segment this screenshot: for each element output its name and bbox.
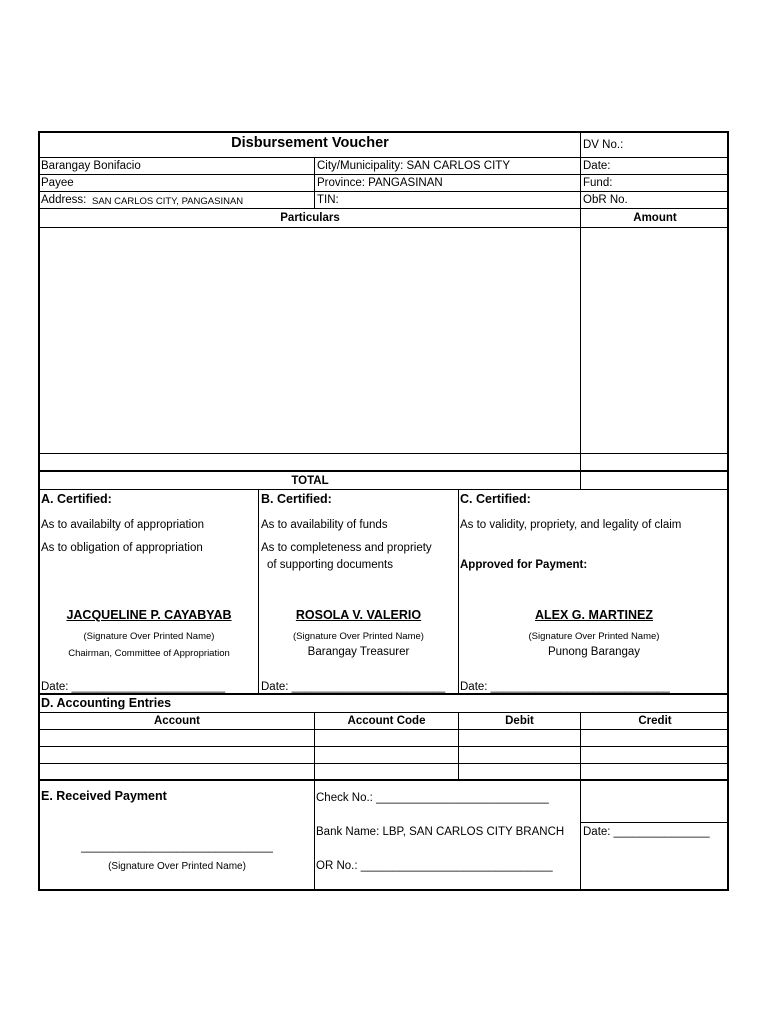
accounting-entries-title: D. Accounting Entries — [41, 696, 172, 710]
cert-c-position: Punong Barangay — [547, 646, 641, 658]
payee-signature-caption: (Signature Over Printed Name) — [108, 861, 246, 872]
cert-b-line2: As to completeness and propriety — [261, 542, 432, 554]
received-payment-title: E. Received Payment — [41, 789, 167, 803]
col-debit: Debit — [505, 715, 534, 727]
particulars-header: Particulars — [280, 212, 340, 224]
tin-label: TIN: — [317, 194, 339, 206]
payee-signature-line: ______________________________ — [81, 841, 273, 853]
cert-a-date-line: Date: ________________________ — [41, 681, 226, 693]
cert-a-signatory-name: JACQUELINE P. CAYABYAB — [66, 608, 232, 622]
cert-c-signature-caption: (Signature Over Printed Name) — [528, 631, 660, 642]
city-municipality-label: City/Municipality: SAN CARLOS CITY — [317, 160, 510, 172]
cert-b-line1: As to availability of funds — [261, 519, 388, 531]
col-credit: Credit — [638, 715, 672, 727]
cert-b-title: B. Certified: — [261, 492, 332, 506]
date-label: Date: — [583, 160, 611, 172]
province-label: Province: PANGASINAN — [317, 177, 443, 189]
obr-no-label: ObR No. — [583, 194, 628, 206]
cert-b-signature-caption: (Signature Over Printed Name) — [293, 631, 424, 642]
form-title: Disbursement Voucher — [231, 135, 389, 151]
cert-a-title: A. Certified: — [41, 492, 112, 506]
amount-header: Amount — [633, 212, 677, 224]
cert-b-date-line: Date: ________________________ — [261, 681, 446, 693]
cert-a-line1: As to availabilty of appropriation — [41, 519, 205, 531]
total-label: TOTAL — [291, 475, 329, 487]
cert-c-date-line: Date: ____________________________ — [460, 681, 670, 693]
cert-b-signatory-name: ROSOLA V. VALERIO — [295, 608, 422, 622]
received-date-line: Date: _______________ — [583, 826, 710, 838]
disbursement-voucher-form — [38, 131, 729, 891]
fund-label: Fund: — [583, 177, 613, 189]
cert-b-position: Barangay Treasurer — [307, 646, 410, 658]
or-no-field: OR No.: ______________________________ — [316, 860, 553, 872]
cert-a-position: Chairman, Committee of Appropriation — [68, 648, 230, 659]
col-account: Account — [154, 715, 200, 727]
cert-c-line1: As to validity, propriety, and legality of claim — [460, 519, 682, 531]
address-value: SAN CARLOS CITY, PANGASINAN — [92, 196, 244, 207]
approved-for-payment-label: Approved for Payment: — [460, 559, 588, 571]
payee-label: Payee — [41, 177, 74, 189]
cert-b-line3: of supporting documents — [267, 559, 393, 571]
bank-name-field: Bank Name: LBP, SAN CARLOS CITY BRANCH — [316, 826, 565, 838]
address-label: Address: — [41, 194, 87, 206]
cert-c-signatory-name: ALEX G. MARTINEZ — [534, 608, 654, 622]
check-no-field: Check No.: ___________________________ — [316, 792, 549, 804]
barangay-name: Barangay Bonifacio — [41, 160, 141, 172]
cert-a-signature-caption: (Signature Over Printed Name) — [83, 631, 215, 642]
dv-no-label: DV No.: — [583, 139, 624, 151]
cert-c-title: C. Certified: — [460, 492, 531, 506]
cert-a-line2: As to obligation of appropriation — [41, 542, 203, 554]
col-account-code: Account Code — [347, 715, 426, 727]
